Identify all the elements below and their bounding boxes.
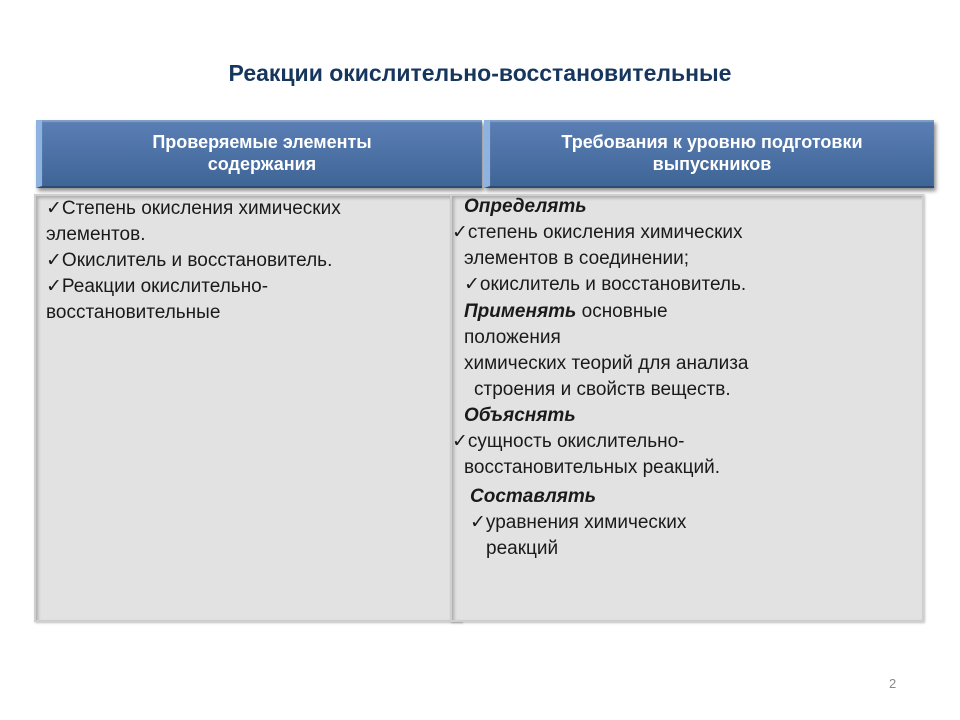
right-line-7: строения и свойств веществ. xyxy=(474,379,731,400)
heading-determine: Определять xyxy=(464,196,587,217)
right-line-3: ✓окислитель и восстановитель. xyxy=(464,274,747,295)
right-line-4 xyxy=(464,299,668,325)
right-line-9: восстановительных реакций. xyxy=(464,457,721,478)
left-item-1-line1: ✓Степень окисления химических xyxy=(46,198,341,219)
right-line-11: реакций xyxy=(486,538,559,559)
heading-compose: Составлять xyxy=(470,486,597,507)
content-cell-right xyxy=(450,194,924,622)
heading-explain: Объяснять xyxy=(464,405,576,426)
right-line-5: положения xyxy=(464,327,561,348)
header-left-line1: Проверяемые элементы xyxy=(152,132,372,152)
left-item-3-line1: ✓Реакции окислительно- xyxy=(46,276,269,297)
header-right-line1: Требования к уровню подготовки xyxy=(561,132,863,152)
header-left xyxy=(36,120,482,188)
right-line-4-text: основные xyxy=(576,301,668,322)
right-line-1: ✓степень окисления химических xyxy=(452,222,743,243)
header-left-line2: содержания xyxy=(207,154,317,174)
right-line-2: элементов в соединении; xyxy=(464,248,690,269)
left-item-1-line2: элементов. xyxy=(46,224,146,245)
heading-apply: Применять xyxy=(464,301,577,322)
requirements-table xyxy=(32,120,928,620)
right-line-6: химических теорий для анализа xyxy=(464,353,749,374)
header-right xyxy=(484,120,934,188)
header-right-line2: выпускников xyxy=(652,154,772,174)
page-number: 2 xyxy=(889,676,897,691)
content-cell-left xyxy=(34,194,462,622)
right-line-8: ✓сущность окислительно- xyxy=(452,431,685,452)
right-line-10: ✓уравнения химических xyxy=(470,512,687,533)
left-item-3-line2: восстановительные xyxy=(46,302,221,323)
left-item-2: ✓Окислитель и восстановитель. xyxy=(46,250,333,271)
slide-title: Реакции окислительно-восстановительные xyxy=(228,60,732,86)
